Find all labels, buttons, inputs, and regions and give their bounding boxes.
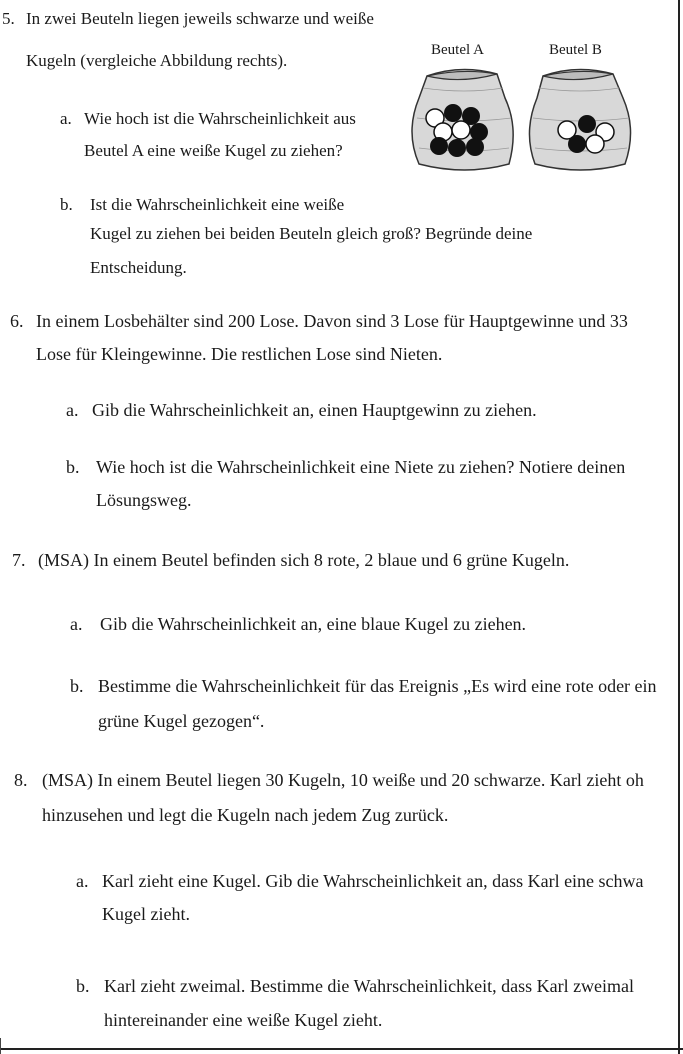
task6b-label: b. — [66, 457, 80, 477]
task6-stem-line2: Lose für Kleingewinne. Die restlichen Lose sind Nieten. — [36, 344, 443, 364]
task8b-line1: Karl zieht zweimal. Bestimme die Wahrscheinlichkeit, dass Karl zweimal — [104, 976, 635, 996]
bag-b — [529, 69, 630, 170]
task7a-label: a. — [70, 614, 83, 634]
task6b-line2: Lösungsweg. — [96, 490, 192, 510]
task8-stem-line2: hinzusehen und legt die Kugeln nach jedem Zug zurück. — [42, 805, 449, 825]
bag-a-label: Beutel A — [431, 42, 484, 58]
task5a-label: a. — [60, 109, 72, 128]
task8a-label: a. — [76, 871, 89, 891]
task5-number: 5. — [2, 9, 15, 28]
task5b-line1: Ist die Wahrscheinlichkeit eine weiße — [90, 195, 345, 214]
task7-stem-line1: (MSA) In einem Beutel befinden sich 8 rote, 2 blaue und 6 grüne Kugeln. — [38, 550, 570, 570]
task5b-line2: Kugel zu ziehen bei beiden Beuteln gleich groß? Begründe deine — [90, 224, 533, 243]
task6b-line1: Wie hoch ist die Wahrscheinlichkeit eine Niete zu ziehen? Notiere deinen — [96, 457, 626, 477]
bag-a-ball — [444, 104, 462, 122]
task6-stem-line1: In einem Losbehälter sind 200 Lose. Davon sind 3 Lose für Hauptgewinne und 33 — [36, 311, 628, 331]
task8b-line2: hintereinander eine weiße Kugel zieht. — [104, 1010, 383, 1030]
task7b-line2: grüne Kugel gezogen“. — [98, 711, 265, 731]
task7b-label: b. — [70, 676, 84, 696]
page-border-mark — [0, 1038, 1, 1054]
bag-b-ball — [578, 115, 596, 133]
task8a-line2: Kugel zieht. — [102, 904, 190, 924]
task6-number: 6. — [10, 311, 24, 331]
task5a-line2: Beutel A eine weiße Kugel zu ziehen? — [84, 141, 343, 160]
bag-a-ball — [430, 137, 448, 155]
bags-illustration — [405, 58, 645, 178]
task8-stem-line1: (MSA) In einem Beutel liegen 30 Kugeln, 10 weiße und 20 schwarze. Karl zieht oh — [42, 770, 644, 790]
task5b-line3: Entscheidung. — [90, 258, 187, 277]
bag-a-ball — [466, 138, 484, 156]
task6a-line1: Gib die Wahrscheinlichkeit an, einen Hauptgewinn zu ziehen. — [92, 400, 537, 420]
task6a-label: a. — [66, 400, 79, 420]
bag-a — [412, 69, 513, 170]
bag-b-label: Beutel B — [549, 42, 602, 58]
task7b-line1: Bestimme die Wahrscheinlichkeit für das Ereignis „Es wird eine rote oder ein — [98, 676, 657, 696]
task7a-line1: Gib die Wahrscheinlichkeit an, eine blaue Kugel zu ziehen. — [100, 614, 527, 634]
task8b-label: b. — [76, 976, 90, 996]
page-border-right — [678, 0, 680, 1054]
task8a-line1: Karl zieht eine Kugel. Gib die Wahrscheinlichkeit an, dass Karl eine schwa — [102, 871, 644, 891]
task7-number: 7. — [12, 550, 26, 570]
bag-a-ball — [452, 121, 470, 139]
task5b-label: b. — [60, 195, 73, 214]
page-border-bottom — [0, 1048, 683, 1050]
task5a-line1: Wie hoch ist die Wahrscheinlichkeit aus — [84, 109, 356, 128]
task5-stem-line1: In zwei Beuteln liegen jeweils schwarze und weiße — [26, 9, 374, 28]
task8-number: 8. — [14, 770, 28, 790]
bag-b-ball — [568, 135, 586, 153]
task5-stem-line2: Kugeln (vergleiche Abbildung rechts). — [26, 51, 288, 70]
bag-b-ball — [586, 135, 604, 153]
bag-a-ball — [448, 139, 466, 157]
